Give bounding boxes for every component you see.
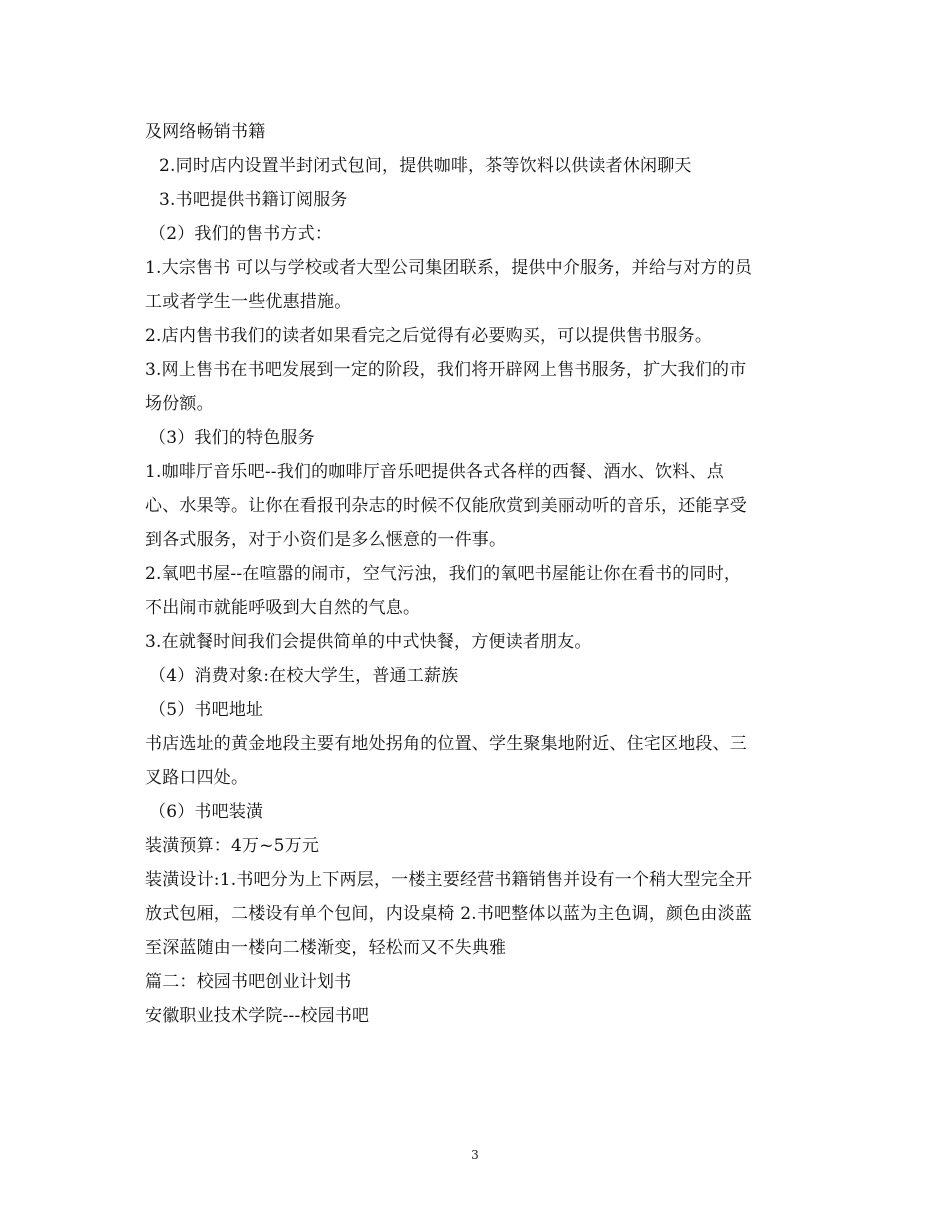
text-line: 2.同时店内设置半封闭式包间，提供咖啡，茶等饮料以供读者休闲聊天 bbox=[159, 156, 692, 176]
text-line: 2.店内售书我们的读者如果看完之后觉得有必要购买，可以提供售书服务。 bbox=[145, 326, 713, 346]
text-line: 心、水果等。让你在看报刊杂志的时候不仅能欣赏到美丽动听的音乐，还能享受 bbox=[145, 496, 747, 516]
text-line: 至深蓝随由一楼向二楼渐变，轻松而又不失典雅 bbox=[145, 938, 507, 958]
text-line: 3.网上售书在书吧发展到一定的阶段，我们将开辟网上售书服务，扩大我们的市 bbox=[145, 360, 747, 380]
section-heading: （5）书吧地址 bbox=[149, 700, 264, 720]
chapter-heading: 篇二：校园书吧创业计划书 bbox=[145, 972, 352, 992]
text-line: 不出闹市就能呼吸到大自然的气息。 bbox=[145, 598, 421, 618]
document-body bbox=[145, 115, 825, 1033]
text-line: 装潢设计:1.书吧分为上下两层，一楼主要经营书籍销售并设有一个稍大型完全开 bbox=[145, 870, 753, 890]
text-line: 书店选址的黄金地段主要有地处拐角的位置、学生聚集地附近、住宅区地段、三 bbox=[145, 734, 747, 754]
text-line: 装潢预算：4万~5万元 bbox=[145, 836, 320, 856]
text-line: 安徽职业技术学院---校园书吧 bbox=[145, 1006, 370, 1026]
text-line: 工或者学生一些优惠措施。 bbox=[145, 292, 352, 312]
text-line: 到各式服务，对于小资们是多么惬意的一件事。 bbox=[145, 530, 507, 550]
text-line: 3.书吧提供书籍订阅服务 bbox=[159, 190, 348, 210]
text-line: 2.氧吧书屋--在喧嚣的闹市，空气污浊，我们的氧吧书屋能让你在看书的同时， bbox=[145, 564, 742, 584]
text-line: 场份额。 bbox=[145, 394, 214, 414]
page-number: 3 bbox=[471, 1148, 479, 1162]
text-line: 及网络畅销书籍 bbox=[145, 122, 266, 142]
text-line: 1.大宗售书 可以与学校或者大型公司集团联系，提供中介服务，并给与对方的员 bbox=[145, 258, 753, 278]
text-line: 1.咖啡厅音乐吧--我们的咖啡厅音乐吧提供各式各样的西餐、酒水、饮料、点 bbox=[145, 462, 724, 482]
text-line: 叉路口四处。 bbox=[145, 768, 249, 788]
section-heading: （3）我们的特色服务 bbox=[149, 428, 315, 448]
text-line: 3.在就餐时间我们会提供简单的中式快餐，方便读者朋友。 bbox=[145, 632, 592, 652]
text-line: 放式包厢，二楼设有单个包间，内设桌椅 2.书吧整体以蓝为主色调，颜色由淡蓝 bbox=[145, 904, 753, 924]
section-heading: （6）书吧装潢 bbox=[149, 802, 264, 822]
section-heading: （2）我们的售书方式： bbox=[149, 224, 333, 244]
section-heading: （4）消费对象:在校大学生，普通工薪族 bbox=[149, 666, 459, 686]
